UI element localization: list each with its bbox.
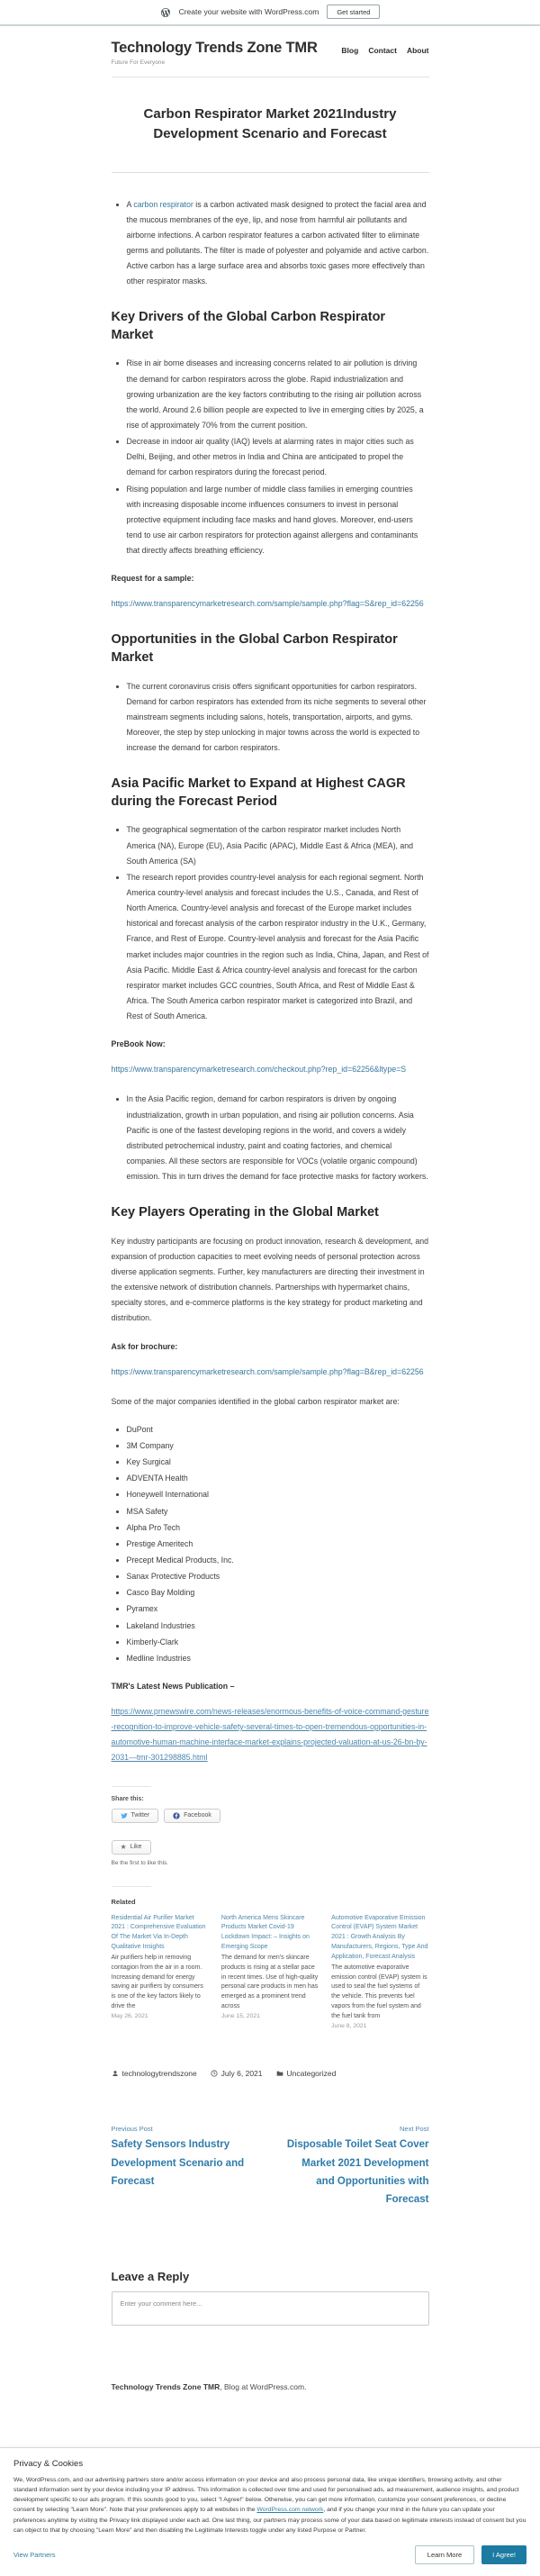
asia-pacific-bullets bbox=[112, 822, 429, 1024]
learn-more-button[interactable]: Learn More bbox=[415, 2545, 474, 2564]
meta-category-label: Uncategorized bbox=[286, 2069, 337, 2079]
privacy-cookies-banner bbox=[0, 2447, 540, 2576]
next-post-label: Next Post bbox=[399, 2125, 429, 2134]
company-item: • DuPont bbox=[127, 1422, 429, 1438]
related-post-link[interactable]: Residential Air Purifier Market 2021 : Comprehensive Evaluation Of The Market Via In-Depth Qualitative Insights bbox=[111, 1914, 206, 1951]
related-card bbox=[112, 1914, 209, 2032]
heading-opportunities: Opportunities in the Global Carbon Respirator Market bbox=[111, 632, 398, 665]
request-sample-link[interactable]: https://www.transparencymarketresearch.com/sample/sample.php?flag=S&rep_id=62256 bbox=[111, 599, 424, 609]
heading-key-drivers: Key Drivers of the Global Carbon Respirator Market bbox=[111, 310, 386, 342]
key-drivers-bullets bbox=[112, 356, 429, 558]
post-navigation bbox=[112, 2125, 429, 2209]
company-item: • 3M Company bbox=[127, 1438, 429, 1454]
bullet-item: • The research report provides country-level analysis for each regional segment. North America country-level analysis and forecast includes the U.S., Canada, and Rest of North America. Country-level analysis and forecast of the Europe market includes historical and forecast analysis of the carbon respirator industry in the U.K., Germany, France, and Rest of Europe. Country-level analysis and forecast for the Asia Pacific market includes major countries in the region such as India, China, Japan, and Rest of Asia Pacific. Middle East & Africa country-level analysis and forecast for the carbon respirator market includes GCC countries, South Africa, and Rest of Middle East & Africa. The South America carbon respirator market is categorized into Brazil, and Rest of South America. bbox=[127, 870, 429, 1024]
related-post-date: June 8, 2021 bbox=[331, 2022, 367, 2029]
key-players-paragraph: Key industry participants are focusing on product innovation, research & development, and expansion of production capacities to meet evolving needs of personal protection across diverse application segments. Further, key manufacturers are directing their investment in the extensive network of distribution channels. Partnerships with hypermarket chains, specialty stores, and e-commerce platforms is the key strategy for product marketing and distribution. bbox=[111, 1236, 429, 1323]
company-item: • Medline Industries bbox=[127, 1651, 429, 1666]
related-post-date: June 15, 2021 bbox=[220, 2013, 260, 2019]
nav-link[interactable]: Contact bbox=[368, 46, 397, 55]
bullet-item: • The current coronavirus crisis offers significant opportunities for carbon respirators. Demand for carbon respirators has extended from its niche segments to several other mainstream segments including salons, hotels, transportation, airports, and gyms. Moreover, the step by step unlocking in major towns across the world is expected to increase the demand for carbon respirators. bbox=[127, 679, 429, 757]
company-item: • Lakeland Industries bbox=[127, 1619, 429, 1634]
intro-rest: is a carbon activated mask designed to protect the facial area and the mucous membranes of the eye, lip, and nose from harmful air pollutants and airborne infections. A carbon respirator features a carbon activated filter to eliminate germs and pollutants. The filter is made of polyester and polyamide and active carbon. Active carbon has a large surface area and absorbs toxic gases more effectively than other respirator masks. bbox=[126, 199, 429, 286]
meta-category[interactable] bbox=[276, 2069, 337, 2078]
previous-post-label: Previous Post bbox=[111, 2125, 153, 2134]
like-button[interactable] bbox=[112, 1840, 151, 1855]
wordpress-banner bbox=[0, 0, 540, 26]
site-nav bbox=[341, 40, 428, 55]
related-card bbox=[331, 1914, 428, 2032]
companies-list bbox=[112, 1422, 429, 1666]
related-post-excerpt: The automotive evaporative emission control (EVAP) system is used to seal the fuel systems of the vehicle. This prevents fuel vapors from the fuel system and the fuel tank from bbox=[331, 1964, 428, 2019]
title-divider bbox=[112, 172, 429, 173]
company-item: • Prestige Ameritech bbox=[127, 1537, 429, 1552]
twitter-icon bbox=[121, 1812, 128, 1819]
previous-post-link[interactable]: Safety Sensors Industry Development Scenario and Forecast bbox=[111, 2139, 245, 2187]
brochure-link[interactable]: https://www.transparencymarketresearch.com/sample/sample.php?flag=B&rep_id=62256 bbox=[111, 1366, 424, 1376]
nav-link[interactable]: Blog bbox=[341, 46, 359, 55]
view-partners-link[interactable]: View Partners bbox=[14, 2551, 56, 2560]
site-footer bbox=[112, 2382, 429, 2447]
company-item: • Precept Medical Products, Inc. bbox=[127, 1553, 429, 1568]
news-label: TMR's Latest News Publication – bbox=[111, 1682, 235, 1691]
related-card bbox=[221, 1914, 319, 2032]
i-agree-button[interactable]: I Agree! bbox=[482, 2545, 526, 2564]
related-post-excerpt: Air purifiers help in removing contagion from the air in a room. Increasing demand for energy saving air purifiers by consumers is one of the key factors likely to drive the bbox=[111, 1954, 203, 2010]
related-post-date: May 26, 2021 bbox=[111, 2013, 148, 2019]
share-divider bbox=[112, 1786, 151, 1787]
post-title: Carbon Respirator Market 2021Industry Development Scenario and Forecast bbox=[143, 106, 397, 141]
privacy-text-part1: We, WordPress.com, and our advertising partners store and/or access information on your device and also process personal data, like unique identifiers, browsing activity, and other standard information sent by your device including your IP address. This information is collected over time and used for personalised ads, ad measurement, audience insights, and product development specific to our ads program. If this sounds good to you, select "I Agree!" below. Otherwise, you can get more information, customize your consent preferences, or decline consent by selecting "Learn More". Note that your preferences apply to all websites in the bbox=[14, 2476, 519, 2514]
footer-wordpress-credit: , Blog at WordPress.com. bbox=[220, 2381, 307, 2391]
nav-link[interactable]: About bbox=[406, 46, 429, 55]
prebook-link[interactable]: https://www.transparencymarketresearch.com/checkout.php?rep_id=62256&ltype=S bbox=[111, 1065, 407, 1075]
meta-author-label: technologytrendszone bbox=[122, 2069, 197, 2079]
share-buttons bbox=[112, 1809, 429, 1823]
privacy-text-part2: , and if you change your mind in the future you can update your preferences anytime by visiting the Privacy link displayed under each ad. One last thing, our partners may process some of your data based on legitimate interests instead of consent but you can object to that by choosing "Learn More" and then disabling the Legitimate Interests toggle under any listed Purpose or Partner. bbox=[14, 2507, 526, 2534]
related-post-excerpt: The demand for men's skincare products is rising at a stellar pace in recent times. Use of high-quality personal care products in men has emerged as a prominent trend across bbox=[220, 1954, 319, 2010]
leave-reply-heading: Leave a Reply bbox=[111, 2269, 190, 2283]
intro-prefix: A bbox=[126, 199, 134, 209]
intro-bullets bbox=[112, 197, 429, 290]
clock-icon bbox=[211, 2070, 218, 2077]
share-label: Share this: bbox=[111, 1795, 144, 1802]
banner-text: Create your website with WordPress.com bbox=[178, 7, 320, 16]
site-title-link[interactable]: Technology Trends Zone TMR bbox=[111, 40, 318, 56]
company-item: • Kimberly-Clark bbox=[127, 1635, 429, 1650]
companies-intro: Some of the major companies identified in the global carbon respirator market are: bbox=[111, 1396, 400, 1406]
company-item: • Key Surgical bbox=[127, 1455, 429, 1470]
related-post-link[interactable]: North America Mens Skincare Products Market Covid-19 Lockdown Impact: – Insights on Emerging Scope bbox=[220, 1914, 310, 1951]
intro-bullet bbox=[127, 197, 429, 290]
related-post-link[interactable]: Automotive Evaporative Emission Control (EVAP) System Market 2021 : Growth Analysis By Manufacturers, Regions, Type And Application, Forecast Analysis bbox=[331, 1914, 428, 1960]
site-header bbox=[112, 26, 429, 77]
heading-key-players: Key Players Operating in the Global Market bbox=[111, 1205, 379, 1220]
brochure-label: Ask for brochure: bbox=[111, 1341, 178, 1351]
bullet-item: • Decrease in indoor air quality (IAQ) levels at alarming rates in major cities such as Delhi, Beijing, and other metros in India and China are anticipated to propel the demand for carbon respirators during the forecast period. bbox=[127, 434, 429, 480]
wordpress-logo-icon bbox=[160, 6, 171, 17]
bullet-item: • The geographical segmentation of the carbon respirator market includes North America (NA), Europe (EU), Asia Pacific (APAC), Middle East & Africa (MEA), and South America (SA) bbox=[127, 822, 429, 868]
facebook-icon bbox=[173, 1812, 180, 1819]
bullet-item: • Rising population and large number of middle class families in emerging countries with increasing disposable income influences consumers to invest in personal protective equipment including face masks and hand gloves. Moreover, end-users tend to use air carbon respirators for protection against allergens and contaminants that directly affects breathing efficiency. bbox=[127, 482, 429, 559]
company-item: • ADVENTA Health bbox=[127, 1471, 429, 1486]
opportunities-bullets bbox=[112, 679, 429, 757]
star-icon: ★ bbox=[120, 1842, 127, 1851]
share-twitter-button[interactable] bbox=[112, 1809, 159, 1823]
previous-post bbox=[112, 2125, 256, 2209]
facebook-button-label: Facebook bbox=[184, 1812, 212, 1819]
company-item: • Alpha Pro Tech bbox=[127, 1520, 429, 1536]
bullet-item: • In the Asia Pacific region, demand for carbon respirators is driven by ongoing industrialization, growth in urban population, and rising air pollution concerns. Asia Pacific is one of the fastest developing regions in the world, and covers a widely distributed petrochemical industry, paint and coating factories, and chemical companies. All these sectors are responsible for VOCs (volatile organic compound) emission. This in turn drives the demand for face protective masks for factory workers. bbox=[127, 1092, 429, 1184]
company-item: • Sanax Protective Products bbox=[127, 1569, 429, 1584]
heading-asia-pacific: Asia Pacific Market to Expand at Highest CAGR during the Forecast Period bbox=[111, 776, 406, 809]
share-facebook-button[interactable] bbox=[164, 1809, 220, 1823]
related-divider bbox=[112, 1886, 151, 1887]
privacy-text bbox=[14, 2475, 526, 2535]
site-tagline: Future For Everyone bbox=[111, 59, 166, 66]
company-item: • Casco Bay Molding bbox=[127, 1585, 429, 1601]
meta-date[interactable] bbox=[211, 2069, 263, 2078]
author-icon bbox=[112, 2070, 119, 2077]
next-post bbox=[285, 2125, 429, 2209]
bullet-item: • Rise in air borne diseases and increasing concerns related to air pollution is driving the demand for carbon respirators across the globe. Rapid industrialization and growing urbanization are the key factors contributing to the rising air pollution across the world. Around 2.6 billion people are expected to live in emerging cities by 2025, a rise of approximately 70% from the current position. bbox=[127, 356, 429, 433]
wordpress-network-link[interactable]: WordPress.com network bbox=[256, 2507, 324, 2514]
privacy-heading: Privacy & Cookies bbox=[14, 2458, 84, 2469]
privacy-actions bbox=[14, 2545, 526, 2564]
related-posts bbox=[112, 1914, 429, 2032]
category-folder-icon bbox=[276, 2070, 284, 2077]
like-button-label: Like bbox=[130, 1844, 142, 1851]
post-meta bbox=[112, 2069, 429, 2078]
meta-author[interactable] bbox=[112, 2069, 197, 2078]
like-status-text: Be the first to like this. bbox=[111, 1859, 169, 1866]
next-post-link[interactable]: Disposable Toilet Seat Cover Market 2021 Development and Opportunities with Forecast bbox=[286, 2139, 429, 2205]
prebook-label: PreBook Now: bbox=[111, 1039, 166, 1049]
news-link[interactable]: https://www.prnewswire.com/news-releases/enormous-benefits-of-voice-command-gesture-recognition-to-improve-vehicle-safety-several-times-to-open-tremendous-opportunities-in-automotive-human-machine-interface-market-explains-projected-valuation-at-us-26-bn-by-2031—tmr-301298885.html bbox=[111, 1707, 429, 1763]
carbon-respirator-link[interactable]: carbon respirator bbox=[133, 199, 194, 209]
comment-input[interactable] bbox=[112, 2291, 429, 2326]
meta-date-label: July 6, 2021 bbox=[220, 2069, 263, 2079]
request-sample-label: Request for a sample: bbox=[111, 574, 194, 584]
related-label: Related bbox=[111, 1897, 136, 1906]
footer-site-link[interactable]: Technology Trends Zone TMR bbox=[111, 2381, 220, 2391]
twitter-button-label: Twitter bbox=[130, 1812, 150, 1819]
asia-pacific-bullets-2 bbox=[112, 1092, 429, 1184]
company-item: • Pyramex bbox=[127, 1601, 429, 1617]
company-item: • Honeywell International bbox=[127, 1487, 429, 1502]
get-started-button[interactable]: Get started bbox=[327, 5, 380, 19]
company-item: • MSA Safety bbox=[127, 1504, 429, 1519]
